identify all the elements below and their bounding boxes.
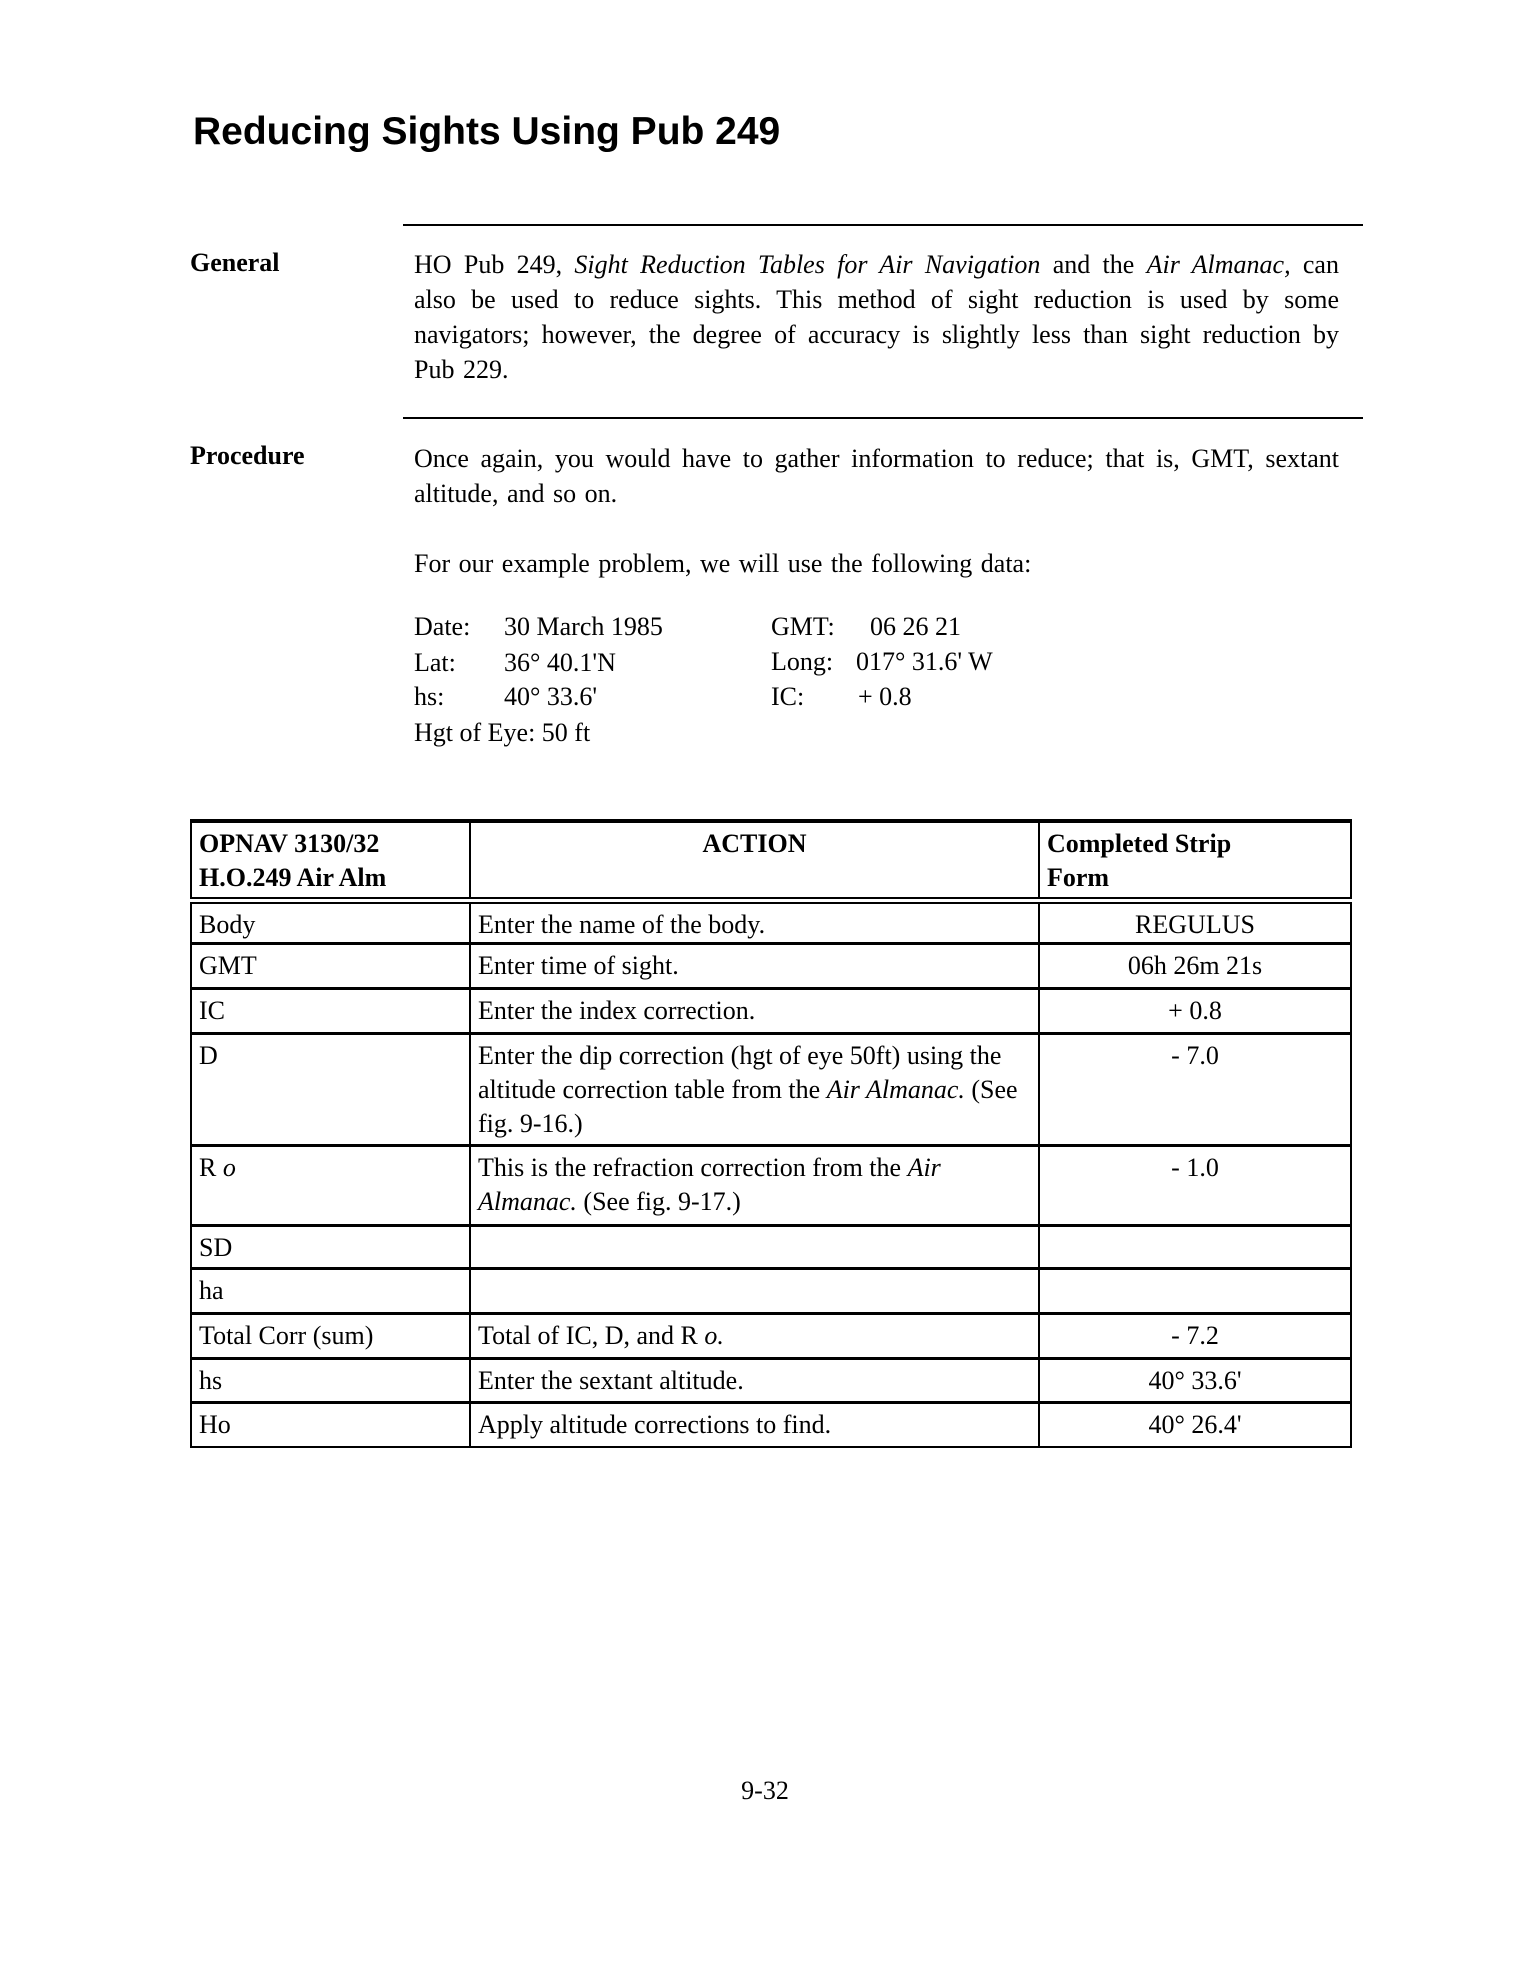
- cell-item: hs: [191, 1359, 470, 1403]
- hs-value: 40° 33.6': [504, 682, 598, 711]
- lat-label: Lat:: [414, 648, 456, 677]
- general-paragraph: [414, 247, 1339, 387]
- hgt-of-eye: Hgt of Eye: 50 ft: [414, 718, 591, 747]
- page-title: Reducing Sights Using Pub 249: [193, 110, 781, 153]
- table-row: [191, 1359, 1351, 1403]
- long-value: 017° 31.6' W: [856, 647, 993, 676]
- ic-value: + 0.8: [858, 682, 912, 711]
- cell-item: GMT: [191, 944, 470, 989]
- table-row: [191, 901, 1351, 944]
- text: R: [199, 1153, 217, 1182]
- cell-item: SD: [191, 1226, 470, 1269]
- ic-label: IC:: [771, 682, 805, 711]
- cell-value: 06h 26m 21s: [1039, 944, 1351, 989]
- cell-value: REGULUS: [1039, 901, 1351, 944]
- section-label-procedure: Procedure: [190, 441, 305, 470]
- cell-value: [1039, 1269, 1351, 1314]
- divider: [403, 417, 1363, 419]
- gmt-label: GMT:: [771, 612, 835, 641]
- text: and the: [1040, 250, 1147, 279]
- cell-action: Enter the sextant altitude.: [470, 1359, 1039, 1403]
- cell-item: Body: [191, 901, 470, 944]
- lat-value: 36° 40.1'N: [504, 648, 616, 677]
- table-row: [191, 1403, 1351, 1447]
- text: Form: [1047, 863, 1110, 892]
- table-row: [191, 989, 1351, 1034]
- procedure-paragraph-1: Once again, you would have to gather information to reduce; that is, GMT, sextant altitude, and so on.: [414, 444, 1339, 508]
- cell-value: - 7.2: [1039, 1314, 1351, 1359]
- text: Completed Strip: [1047, 829, 1232, 858]
- procedure-paragraph-2: For our example problem, we will use the following data:: [414, 549, 1032, 578]
- cell-item: Ho: [191, 1403, 470, 1447]
- table-row: [191, 1034, 1351, 1146]
- cell-value: 40° 33.6': [1039, 1359, 1351, 1403]
- cell-item: [191, 1146, 470, 1226]
- cell-item: D: [191, 1034, 470, 1146]
- page-number: 9-32: [741, 1776, 789, 1805]
- text-italic: Air Almanac.: [478, 1153, 941, 1216]
- text: HO Pub 249,: [414, 250, 575, 279]
- table-row: [191, 1269, 1351, 1314]
- cell-value: + 0.8: [1039, 989, 1351, 1034]
- text: This is the refraction correction from the: [478, 1153, 902, 1182]
- text: (See fig. 9-16.): [478, 1075, 1018, 1138]
- cell-item: ha: [191, 1269, 470, 1314]
- cell-value: 40° 26.4': [1039, 1403, 1351, 1447]
- header-opnav: [191, 821, 470, 901]
- cell-action: [470, 1269, 1039, 1314]
- header-completed: [1039, 821, 1351, 901]
- strip-form-table: [190, 819, 1352, 1448]
- cell-action: [470, 1314, 1039, 1359]
- table-row: [191, 1226, 1351, 1269]
- cell-action: Enter the index correction.: [470, 989, 1039, 1034]
- text: Enter the dip correction (hgt of eye 50ft) using the altitude correction table from the: [478, 1041, 1002, 1104]
- cell-item: IC: [191, 989, 470, 1034]
- table-row: [191, 1146, 1351, 1226]
- cell-action: [470, 1034, 1039, 1146]
- gmt-value: 06 26 21: [870, 612, 961, 641]
- cell-action: [470, 1146, 1039, 1226]
- header-action: ACTION: [470, 821, 1039, 901]
- text: H.O.249 Air Alm: [199, 863, 387, 892]
- cell-action: [470, 1226, 1039, 1269]
- cell-item: Total Corr (sum): [191, 1314, 470, 1359]
- date-value: 30 March 1985: [504, 612, 663, 641]
- text-italic: Air Almanac.: [826, 1075, 965, 1104]
- text: OPNAV 3130/32: [199, 829, 380, 858]
- cell-value: - 1.0: [1039, 1146, 1351, 1226]
- cell-value: [1039, 1226, 1351, 1269]
- table-row: [191, 1314, 1351, 1359]
- text-italic: Air Almanac,: [1146, 250, 1291, 279]
- text: can also be used to reduce sights. This method of sight reduction is used by some navigators; however, the degree of accuracy is slightly less than sight reduction by Pub 229.: [414, 250, 1339, 384]
- table-header-row: [191, 821, 1351, 901]
- text: Total of IC, D, and R: [478, 1321, 705, 1350]
- date-label: Date:: [414, 612, 471, 641]
- text-italic: Sight Reduction Tables for Air Navigation: [574, 250, 1041, 279]
- text-italic: o: [222, 1153, 236, 1182]
- text: (See fig. 9-17.): [576, 1187, 741, 1216]
- text-italic: o.: [704, 1321, 724, 1350]
- divider: [403, 224, 1363, 226]
- cell-action: Apply altitude corrections to find.: [470, 1403, 1039, 1447]
- hs-label: hs:: [414, 682, 445, 711]
- section-label-general: General: [190, 248, 280, 277]
- cell-value: - 7.0: [1039, 1034, 1351, 1146]
- cell-action: Enter the name of the body.: [470, 901, 1039, 944]
- cell-action: Enter time of sight.: [470, 944, 1039, 989]
- long-label: Long:: [771, 647, 834, 676]
- table-row: [191, 944, 1351, 989]
